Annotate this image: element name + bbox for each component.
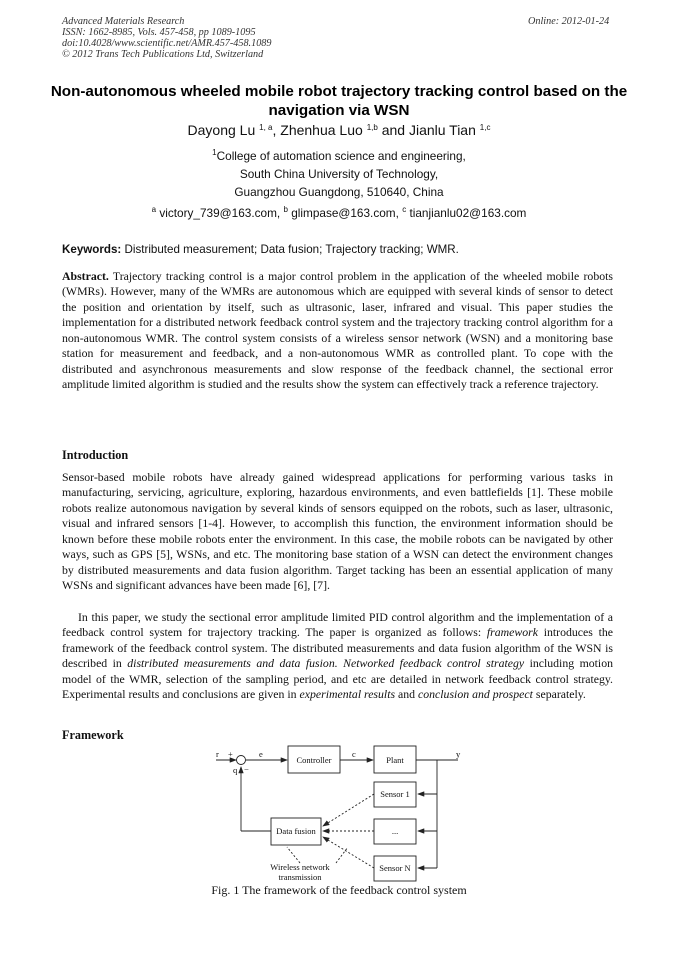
intro-p2-i4: conclusion and prospect xyxy=(418,687,533,702)
wireless-pointer-2 xyxy=(336,847,348,863)
email-sup-b: b xyxy=(283,205,288,214)
label-r: r xyxy=(216,749,219,759)
label-c: c xyxy=(352,749,356,759)
author-sep-2: and xyxy=(377,122,409,138)
affiliation-text-1: College of automation science and engineering, xyxy=(216,149,466,163)
wireless-link-1 xyxy=(323,794,374,826)
wireless-label-1: Wireless network xyxy=(270,862,330,872)
doi: doi:10.4028/www.scientific.net/AMR.457-458.1089 xyxy=(62,38,272,49)
author-2-sup: 1,b xyxy=(366,123,378,132)
email-b: glimpase@163.com, xyxy=(291,206,403,220)
wireless-label-2: transmission xyxy=(278,872,322,882)
affiliation-sup: 1 xyxy=(212,148,217,157)
wireless-pointer-1 xyxy=(287,847,300,863)
keywords-label: Keywords: xyxy=(62,243,122,256)
author-2: Zhenhua Luo xyxy=(280,122,363,138)
introduction-heading: Introduction xyxy=(62,448,129,462)
email-c: tianjianlu02@163.com xyxy=(409,206,527,220)
label-minus: − xyxy=(244,764,249,774)
introduction-paragraph-1: Sensor-based mobile robots have already gained widespread applications for performing various tasks in manufacturing, servicing, agriculture, exploring, hazardous environments, and even battlefields [1]. These mobile robots realize autonomous navigation by several kinds of sensors equipped on the robots, such as laser, ultrasonic, visual and infrared sensors [1-4]. However, to accomplish this function, the environment information should be known before these mobile robots enter the environment. In this case, the mobile robots can be navigated by other ways, such as GPS [5], WSNs, and etc. The monitoring base station of a WSN can detect the environment changes by distributed measurements and data fusion algorithm. Target tacking has been an essential application of many WSNs and significant advances have been made [6], [7]. xyxy=(62,470,613,593)
author-3-sup: 1,c xyxy=(479,123,491,132)
issn: ISSN: 1662-8985, Vols. 457-458, pp 1089-1095 xyxy=(62,27,256,38)
intro-p2-i2: distributed measurements and data fusion. Networked feedback control strategy xyxy=(127,656,525,671)
intro-p2-d: and xyxy=(395,687,419,702)
email-sup-c: c xyxy=(402,205,407,214)
copyright: © 2012 Trans Tech Publications Ltd, Switzerland xyxy=(62,49,264,60)
controller-label: Controller xyxy=(296,755,332,765)
intro-p2-a: In this paper, we study the sectional error amplitude limited PID control algorithm and the implementation of a feedback control system for trajectory tracking. The paper is organized as follows: xyxy=(62,610,613,640)
paper-title: Non-autonomous wheeled mobile robot trajectory tracking control based on the navigation via WSN xyxy=(50,83,628,119)
plant-label: Plant xyxy=(386,755,404,765)
sensorN-label: Sensor N xyxy=(379,863,411,873)
author-sep-1: , xyxy=(272,122,281,138)
author-1: Dayong Lu xyxy=(187,122,256,138)
framework-heading: Framework xyxy=(62,728,124,742)
abstract-label: Abstract. xyxy=(62,269,109,283)
label-y: y xyxy=(456,749,461,759)
email-sup-a: a xyxy=(151,205,157,214)
email-a: victory_739@163.com, xyxy=(159,206,284,220)
figure-caption: Fig. 1 The framework of the feedback control system xyxy=(211,883,467,897)
keywords-text: Distributed measurement; Data fusion; Trajectory tracking; WMR. xyxy=(121,243,459,256)
abstract-text: Trajectory tracking control is a major control problem in the application of the wheeled mobile robots (WMRs). However, many of the WMRs are autonomous which are equipped with several kinds of sensor to detect the position and orientation by itself, such as ultrasonic, laser, infrared and visual. This paper studies the implementation for a distributed network feedback control system and the trajectory tracking control algorithm for a non-autonomous WMR. The control system consists of a wireless sensor network (WSN) and a monitoring base station for measurement and feedback, and a non-autonomous WMR as controlled plant. To cope with the distributed and asynchronous measurements and slow response of the feedback channel, the sectional error amplitude limited algorithm is studied and the results show the system can effectively track a reference trajectory. xyxy=(62,269,613,392)
intro-p2-c: including motion model of the WMR, selection of the sampling period, and etc are detailed in network feedback control strategy. Experimental results and conclusions are given in xyxy=(62,656,613,702)
label-plus: + xyxy=(228,749,233,759)
sensor1-label: Sensor 1 xyxy=(380,789,410,799)
online-date: Online: 2012-01-24 xyxy=(528,16,610,27)
data-fusion-label: Data fusion xyxy=(276,826,316,836)
author-1-sup: 1, a xyxy=(259,123,273,132)
label-q: q xyxy=(233,765,238,775)
intro-p2-b: introduces the framework of the feedback control system. The distributed measurements and data fusion algorithm of the WSN is described in xyxy=(62,625,613,671)
intro-p2-e: separately. xyxy=(532,687,586,702)
label-e: e xyxy=(259,749,263,759)
intro-p2-i1: framework xyxy=(486,625,539,640)
author-3: Jianlu Tian xyxy=(408,122,476,138)
affiliation-line-2: South China University of Technology, xyxy=(239,167,439,181)
intro-p2-i3: experimental results xyxy=(299,687,396,702)
affiliation-line-3: Guangzhou Guangdong, 510640, China xyxy=(234,185,444,199)
sensor-dots-label: ... xyxy=(391,826,399,836)
journal-name: Advanced Materials Research xyxy=(62,16,185,27)
wireless-link-n xyxy=(323,837,374,868)
